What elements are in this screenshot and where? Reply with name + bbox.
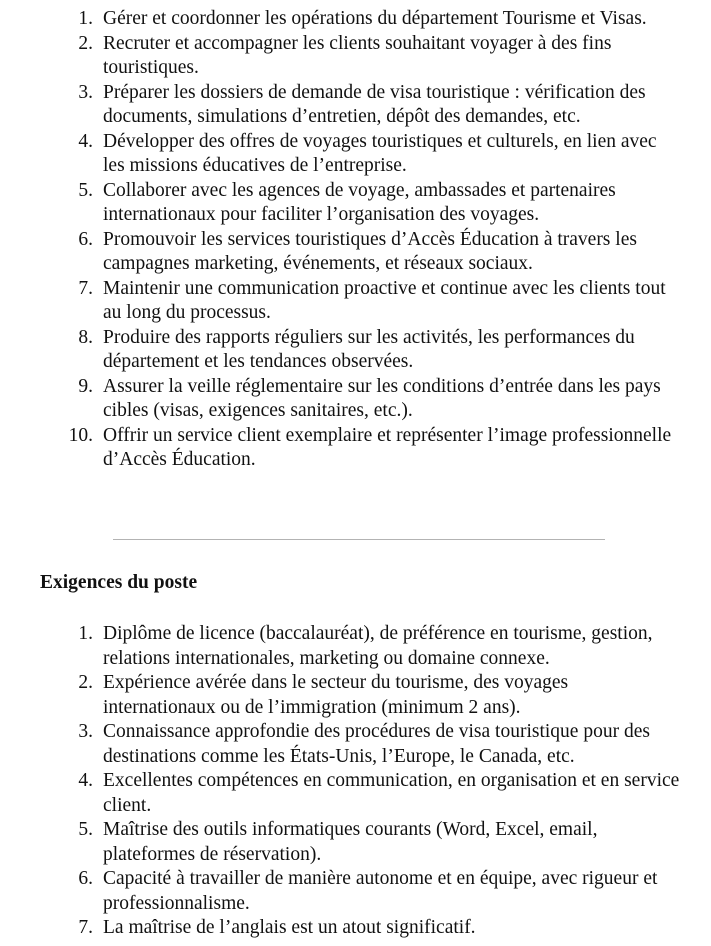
list-item xyxy=(0,622,711,671)
list-item xyxy=(0,818,711,867)
item-number: 2. xyxy=(78,672,93,693)
item-number: 5. xyxy=(78,179,93,201)
item-number: 6. xyxy=(78,868,93,889)
item-text: Préparer les dossiers de demande de visa touristique : vérification des documents, simulations d’entretien, dépôt des demandes, etc. xyxy=(103,81,646,127)
list-item xyxy=(0,867,711,916)
item-number: 7. xyxy=(78,277,93,299)
item-number: 4. xyxy=(78,770,93,791)
list-item xyxy=(0,81,711,130)
list-item xyxy=(0,32,711,81)
item-number: 8. xyxy=(78,326,93,348)
item-text: Collaborer avec les agences de voyage, ambassades et partenaires internationaux pour faciliter l’organisation des voyages. xyxy=(103,179,616,225)
item-text: La maîtrise de l’anglais est un atout significatif. xyxy=(103,917,476,938)
list-item xyxy=(0,228,711,277)
list-item xyxy=(0,7,711,32)
item-number: 9. xyxy=(78,375,93,397)
list-item xyxy=(0,720,711,769)
list-item xyxy=(0,277,711,326)
item-text: Offrir un service client exemplaire et représenter l’image professionnelle d’Accès Éducation. xyxy=(103,424,672,470)
item-text: Promouvoir les services touristiques d’Accès Éducation à travers les campagnes marketing, événements, et réseaux sociaux. xyxy=(103,228,637,274)
list-item xyxy=(0,179,711,228)
list-item xyxy=(0,916,711,941)
item-number: 3. xyxy=(78,721,93,742)
item-text: Diplôme de licence (baccalauréat), de préférence en tourisme, gestion, relations internationales, marketing ou domaine connexe. xyxy=(103,623,653,669)
list-item xyxy=(0,326,711,375)
item-text: Gérer et coordonner les opérations du département Tourisme et Visas. xyxy=(103,8,647,29)
list-item xyxy=(0,375,711,424)
item-number: 3. xyxy=(78,81,93,103)
item-number: 7. xyxy=(78,917,93,938)
section-divider xyxy=(113,539,605,540)
list-item xyxy=(0,424,711,473)
item-number: 6. xyxy=(78,228,93,250)
item-number: 5. xyxy=(78,819,93,840)
item-text: Développer des offres de voyages touristiques et culturels, en lien avec les missions éducatives de l’entreprise. xyxy=(103,130,657,176)
item-text: Maîtrise des outils informatiques courants (Word, Excel, email, plateformes de réservation). xyxy=(103,819,598,865)
item-text: Capacité à travailler de manière autonome et en équipe, avec rigueur et professionnalisme. xyxy=(103,868,658,914)
item-number: 1. xyxy=(78,623,93,644)
list-item xyxy=(0,769,711,818)
item-text: Assurer la veille réglementaire sur les conditions d’entrée dans les pays cibles (visas, exigences sanitaires, etc.). xyxy=(103,375,661,421)
list-item xyxy=(0,130,711,179)
item-number: 2. xyxy=(78,32,93,54)
responsibilities-list xyxy=(0,7,711,473)
requirements-heading: Exigences du poste xyxy=(40,572,198,593)
item-number: 10. xyxy=(68,424,93,446)
item-text: Excellentes compétences en communication, en organisation et en service client. xyxy=(103,770,680,816)
item-text: Expérience avérée dans le secteur du tourisme, des voyages internationaux ou de l’immigration (minimum 2 ans). xyxy=(103,672,569,718)
list-item xyxy=(0,671,711,720)
item-text: Maintenir une communication proactive et continue avec les clients tout au long du processus. xyxy=(103,277,666,323)
requirements-list xyxy=(0,622,711,941)
item-text: Produire des rapports réguliers sur les activités, les performances du département et les tendances observées. xyxy=(103,326,635,372)
item-number: 1. xyxy=(78,8,93,29)
item-text: Recruter et accompagner les clients souhaitant voyager à des fins touristiques. xyxy=(103,32,612,78)
item-number: 4. xyxy=(78,130,93,152)
item-text: Connaissance approfondie des procédures de visa touristique pour des destinations comme les États-Unis, l’Europe, le Canada, etc. xyxy=(103,721,650,767)
